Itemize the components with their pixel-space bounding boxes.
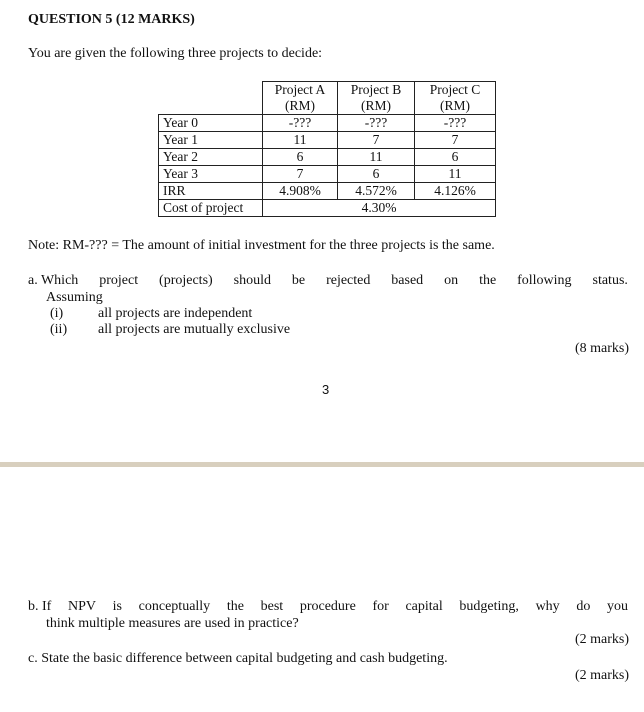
- part-a-question-line2: Assuming: [46, 290, 103, 305]
- row-label: Cost of project: [159, 200, 263, 217]
- cell-value: 4.126%: [415, 183, 496, 200]
- row-label: Year 3: [159, 166, 263, 183]
- word: the: [479, 273, 497, 288]
- cell-value: 11: [415, 166, 496, 183]
- word: status.: [592, 273, 628, 288]
- word: the: [226, 599, 244, 614]
- part-a-item-number: (i): [50, 306, 64, 321]
- cell-value: 11: [263, 132, 338, 149]
- part-c-question: c. State the basic difference between capital budgeting and cash budgeting.: [28, 651, 448, 666]
- table-row: [159, 132, 496, 149]
- word: capital: [405, 599, 443, 614]
- cell-value: 6: [338, 166, 415, 183]
- word: procedure: [299, 599, 356, 614]
- row-label: Year 0: [159, 115, 263, 132]
- word: for: [372, 599, 389, 614]
- cell-value: 6: [263, 149, 338, 166]
- header-project-c: [415, 82, 496, 115]
- row-label: Year 2: [159, 149, 263, 166]
- word: on: [444, 273, 459, 288]
- word: based: [391, 273, 424, 288]
- word: conceptually: [138, 599, 211, 614]
- table-header-row: [159, 82, 496, 115]
- page-number: 3: [322, 382, 330, 397]
- projects-table: [158, 81, 496, 217]
- page-divider: [0, 462, 644, 467]
- header-project-a-unit: (RM): [285, 98, 315, 113]
- header-project-c-name: Project C: [429, 82, 481, 97]
- cell-value: 7: [338, 132, 415, 149]
- word: best: [260, 599, 284, 614]
- word: why: [535, 599, 560, 614]
- cell-value: -???: [263, 115, 338, 132]
- table-row-cost: [159, 200, 496, 217]
- cell-value: 4.908%: [263, 183, 338, 200]
- cell-value: -???: [415, 115, 496, 132]
- cost-of-project-value: 4.30%: [263, 200, 496, 217]
- table-row: [159, 166, 496, 183]
- cell-value: 4.572%: [338, 183, 415, 200]
- word: be: [291, 273, 306, 288]
- row-label: Year 1: [159, 132, 263, 149]
- part-a-question-line1: [28, 273, 628, 289]
- word: you: [607, 599, 628, 614]
- part-b-marks: (2 marks): [574, 632, 629, 647]
- header-project-a-name: Project A: [274, 82, 326, 97]
- cell-value: 7: [415, 132, 496, 149]
- header-project-a: [263, 82, 338, 115]
- cell-value: 7: [263, 166, 338, 183]
- word: budgeting,: [459, 599, 519, 614]
- part-a-marks: (8 marks): [574, 341, 629, 356]
- header-project-b-name: Project B: [350, 82, 402, 97]
- part-c-marks: (2 marks): [574, 668, 629, 683]
- header-project-b-unit: (RM): [361, 98, 391, 113]
- word: a. Which: [28, 273, 79, 288]
- note-text: Note: RM-??? = The amount of initial investment for the three projects is the same.: [28, 238, 495, 253]
- part-b-question-line2: think multiple measures are used in practice?: [46, 616, 299, 631]
- header-project-c-unit: (RM): [440, 98, 470, 113]
- question-intro: You are given the following three projects to decide:: [28, 46, 323, 61]
- part-a-item-text: all projects are independent: [98, 306, 253, 321]
- word: (projects): [159, 273, 213, 288]
- header-project-b: [338, 82, 415, 115]
- word: rejected: [326, 273, 371, 288]
- word: following: [517, 273, 572, 288]
- word: project: [99, 273, 139, 288]
- word: b. If: [28, 599, 52, 614]
- word: should: [233, 273, 271, 288]
- cell-value: 6: [415, 149, 496, 166]
- cell-value: -???: [338, 115, 415, 132]
- word: NPV: [67, 599, 96, 614]
- part-a-item-text: all projects are mutually exclusive: [98, 322, 291, 337]
- part-b-question-line1: [28, 599, 628, 615]
- row-label: IRR: [159, 183, 263, 200]
- word: do: [576, 599, 591, 614]
- table-row: [159, 149, 496, 166]
- table-corner-cell: [159, 82, 263, 115]
- table-row: [159, 115, 496, 132]
- part-a-item-number: (ii): [50, 322, 68, 337]
- word: is: [112, 599, 122, 614]
- cell-value: 11: [338, 149, 415, 166]
- table-row: [159, 183, 496, 200]
- question-title: QUESTION 5 (12 MARKS): [28, 12, 195, 27]
